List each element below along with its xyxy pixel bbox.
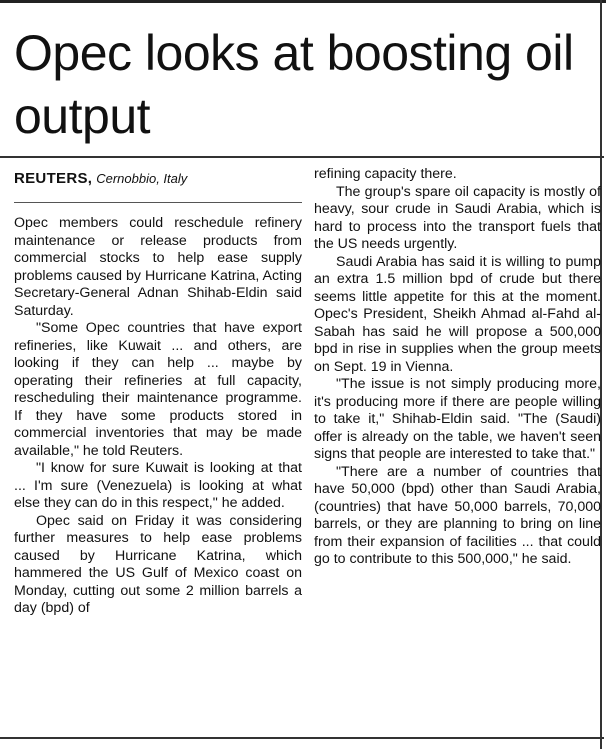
dateline-place: Cernobbio, Italy	[96, 171, 188, 186]
paragraph: refining capacity there.	[314, 166, 457, 182]
paragraph: "I know for sure Kuwait is looking at that ... I'm sure (Venezuela) is looking at what else they can do in this respect," he added.	[14, 460, 302, 511]
paragraph: Opec said on Friday it was considering further measures to help ease problems caused by Hurricane Katrina, which hammered the US Gulf of Mexico coast on Monday, cutting out some 2 million barrels a day (bpd) of	[14, 512, 302, 616]
paragraph: "There are a number of countries that have 50,000 (bpd) other than Saudi Arabia, (countries) that have 50,000 barrels, 70,000 barrels, or they are planning to bring on line from their expansion of facilities ... that could go to contribute to this 500,000," he said.	[314, 463, 601, 567]
paragraph: "The issue is not simply producing more, it's producing more if there are people willing to take it," Shihab-Eldin said. "The (Saudi) offer is already on the table, we haven't seen signs that people are interested to take that."	[314, 376, 601, 462]
headline-rule	[0, 156, 604, 158]
paragraph: The group's spare oil capacity is mostly of heavy, sour crude in Saudi Arabia, which is hard to process into the transport fuels that the US needs urgently.	[314, 183, 601, 252]
headline: Opec looks at boosting oil output	[14, 25, 574, 144]
dateline-rule	[14, 202, 302, 203]
paragraph: Saudi Arabia has said it is willing to pump an extra 1.5 million bpd of crude but there seems little appetite for this at the moment. Opec's President, Sheikh Ahmad al-Fahd al-Sabah has said he will propose a 500,000 bpd in rise in supplies when the group meets on Sept. 19 in Vienna.	[314, 253, 601, 375]
right-column	[314, 166, 601, 569]
top-border	[0, 0, 606, 3]
paragraph: Opec members could reschedule refinery maintenance or release products from commercial stocks to help ease supply problems caused by Hurricane Katrina, Acting Secretary-General Adnan Shihab-Eldin said Saturday.	[14, 215, 302, 319]
dateline	[14, 170, 302, 188]
left-column	[14, 166, 302, 618]
news-agency: REUTERS,	[14, 170, 93, 187]
paragraph: "Some Opec countries that have export refineries, like Kuwait ... and others, are looking if they can help ... maybe by operating their refineries at full capacity, rescheduling their maintenance programme. If they have some products stored in commercial inventories that may be made available," he told Reuters.	[14, 320, 302, 459]
bottom-border	[0, 737, 604, 739]
